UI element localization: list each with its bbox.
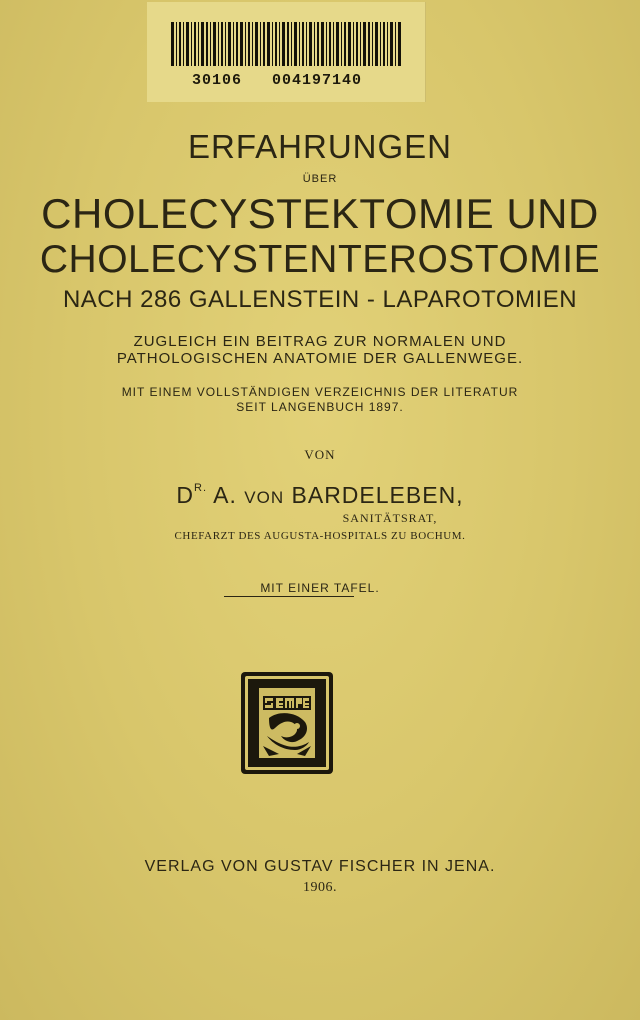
barcode-number: 30106 004197140 — [192, 72, 363, 89]
by-word: VON — [304, 447, 336, 462]
printer-device-icon — [239, 670, 335, 776]
library-barcode-label — [147, 2, 426, 102]
author-prefix-sup: R. — [194, 482, 208, 494]
title-line-4: CHOLECYSTENTEROSTOMIE — [39, 238, 601, 281]
subtitle-line-1: ZUGLEICH EIN BEITRAG ZUR NORMALEN UND — [133, 333, 507, 350]
plate-note: MIT EINER TAFEL. — [260, 581, 380, 595]
title-line-3: CHOLECYSTEKTOMIE UND — [41, 190, 599, 237]
literature-line-2: SEIT LANGENBUCH 1897. — [236, 400, 404, 414]
author-initial: A. — [213, 482, 237, 508]
author-title-2: CHEFARZT DES AUGUSTA-HOSPITALS ZU BOCHUM. — [174, 530, 466, 542]
author-title-1: SANITÄTSRAT, — [342, 511, 438, 525]
author-prefix: D — [176, 482, 195, 508]
publication-year: 1906. — [303, 880, 337, 895]
author-surname: BARDELEBEN, — [291, 482, 464, 508]
title-line-1: ERFAHRUNGEN — [187, 128, 453, 165]
subtitle — [0, 333, 640, 367]
author-name — [0, 482, 640, 509]
publisher: VERLAG VON GUSTAV FISCHER IN JENA. — [144, 858, 496, 875]
barcode-icon — [171, 22, 401, 66]
literature-line-1: MIT EINEM VOLLSTÄNDIGEN VERZEICHNIS DER LITERATUR — [121, 385, 519, 399]
title-line-5: NACH 286 GALLENSTEIN - LAPAROTOMIEN — [62, 286, 578, 313]
title-line-2: ÜBER — [302, 173, 338, 185]
author-particle: VON — [244, 488, 285, 507]
subtitle-line-2: PATHOLOGISCHEN ANATOMIE DER GALLENWEGE. — [116, 350, 524, 367]
plate-note-underline — [224, 596, 354, 597]
literature-note — [0, 385, 640, 415]
